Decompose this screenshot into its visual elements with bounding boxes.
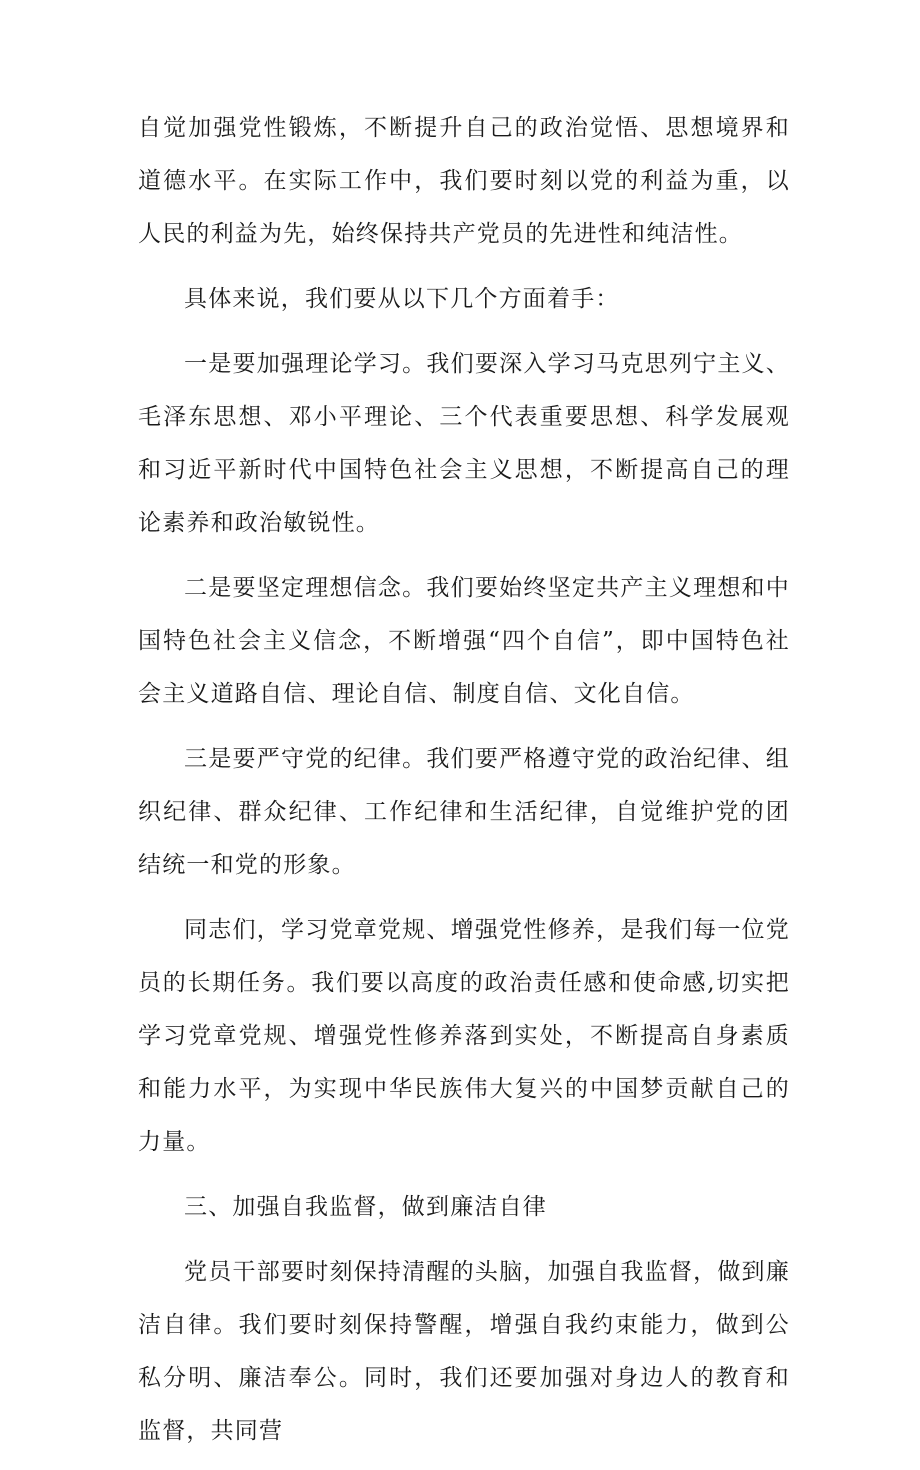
paragraph-summary: 同志们，学习党章党规、增强党性修养，是我们每一位党员的长期任务。我们要以高度的政治责任感和使命感,切实把学习党章党规、增强党性修养落到实处，不断提高自身素质和能力水平，为实现中华民族伟大复兴的中国梦贡献自己的力量。: [138, 917, 790, 1155]
paragraph-continuation: 自觉加强党性锻炼，不断提升自己的政治觉悟、思想境界和道德水平。在实际工作中，我们要时刻以党的利益为重，以人民的利益为先，始终保持共产党员的先进性和纯洁性。: [138, 115, 790, 247]
paragraph-intro: 具体来说，我们要从以下几个方面着手：: [184, 286, 620, 312]
document-body: [138, 102, 790, 1470]
paragraph-point-three: 三是要严守党的纪律。我们要严格遵守党的政治纪律、组织纪律、群众纪律、工作纪律和生活纪律，自觉维护党的团结统一和党的形象。: [138, 746, 790, 878]
paragraph-section-body: 党员干部要时刻保持清醒的头脑，加强自我监督，做到廉洁自律。我们要时刻保持警醒，增强自我约束能力，做到公私分明、廉洁奉公。同时，我们还要加强对身边人的教育和监督，共同营: [138, 1259, 790, 1444]
section-heading: 三、加强自我监督，做到廉洁自律: [184, 1194, 547, 1220]
paragraph-point-two: 二是要坚定理想信念。我们要始终坚定共产主义理想和中国特色社会主义信念，不断增强“四个自信”，即中国特色社会主义道路自信、理论自信、制度自信、文化自信。: [138, 575, 790, 707]
paragraph-point-one: 一是要加强理论学习。我们要深入学习马克思列宁主义、毛泽东思想、邓小平理论、三个代表重要思想、科学发展观和习近平新时代中国特色社会主义思想，不断提高自己的理论素养和政治敏锐性。: [138, 351, 790, 536]
